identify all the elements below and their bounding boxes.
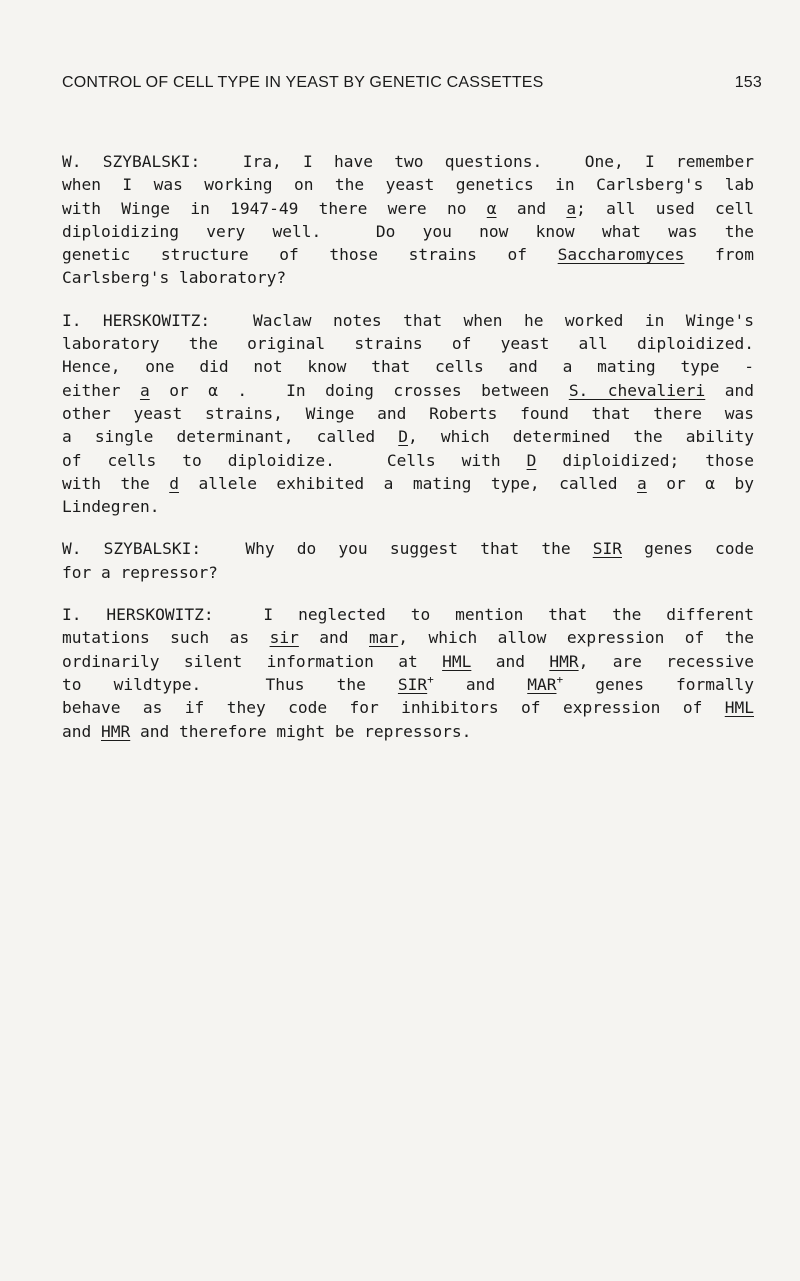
text-line xyxy=(62,309,754,332)
text-run: from xyxy=(684,245,754,265)
page-number: 153 xyxy=(734,74,762,91)
superscript: + xyxy=(556,672,564,686)
underlined-term: D xyxy=(398,427,408,447)
underlined-term: a xyxy=(637,473,647,493)
text-run: I. HERSKOWITZ: I neglected to mention that the different xyxy=(62,605,754,625)
paragraph xyxy=(62,537,754,584)
text-line xyxy=(62,379,754,402)
paragraph xyxy=(62,309,754,519)
text-run: other yeast strains, Winge and Roberts found that there was xyxy=(62,403,754,423)
underlined-term: α xyxy=(486,198,497,218)
text-run: genetic structure of those strains of xyxy=(62,245,558,265)
text-run: diploidized; those xyxy=(536,450,754,470)
text-line xyxy=(62,472,754,495)
underlined-term: MAR xyxy=(527,674,557,694)
text-run: to wildtype. Thus the xyxy=(62,674,398,694)
underlined-term: HML xyxy=(442,651,472,671)
text-run: , are recessive xyxy=(578,651,755,671)
text-line xyxy=(62,173,754,196)
text-run: either xyxy=(62,380,140,400)
underlined-term: a xyxy=(139,380,150,400)
underlined-term: D xyxy=(526,450,537,470)
underlined-term: S. chevalieri xyxy=(568,380,706,400)
text-line xyxy=(62,696,754,719)
text-run: W. SZYBALSKI: Ira, I have two questions. One, I remember xyxy=(62,152,754,171)
text-run: Lindegren. xyxy=(62,497,160,517)
text-run: genes code xyxy=(621,539,754,559)
superscript: + xyxy=(427,672,434,686)
text-line xyxy=(62,561,754,584)
text-run: and xyxy=(496,198,567,218)
text-line xyxy=(62,220,754,243)
text-run: mutations such as xyxy=(62,628,270,648)
text-run: ordinarily silent information at xyxy=(62,651,443,671)
text-run: and xyxy=(62,721,101,741)
text-run: of cells to diploidize. Cells with xyxy=(62,450,527,470)
text-line xyxy=(62,150,754,173)
text-run: W. SZYBALSKI: Why do you suggest that the xyxy=(62,539,593,559)
text-run: a single determinant, called xyxy=(62,427,399,447)
text-line xyxy=(62,197,754,220)
text-line xyxy=(62,603,754,626)
underlined-term: d xyxy=(169,473,179,493)
text-line xyxy=(62,537,754,560)
text-line xyxy=(62,449,754,472)
paragraph xyxy=(62,603,754,743)
discussion-text xyxy=(62,150,754,762)
text-run: Hence, one did not know that cells and a mating type - xyxy=(62,357,754,377)
underlined-term: HMR xyxy=(100,721,131,741)
text-line xyxy=(62,332,754,355)
text-run: behave as if they code for inhibitors of expression of xyxy=(62,698,725,718)
underlined-term: Saccharomyces xyxy=(557,245,685,265)
text-line xyxy=(62,626,754,649)
text-run: or α by xyxy=(646,473,755,493)
underlined-term: a xyxy=(566,198,577,218)
text-line xyxy=(62,720,754,743)
text-line xyxy=(62,425,754,448)
text-run: and xyxy=(705,380,754,400)
text-line xyxy=(62,673,754,696)
text-run: Carlsberg's laboratory? xyxy=(62,268,287,288)
text-run: laboratory the original strains of yeast all diploidized. xyxy=(62,334,754,354)
text-line xyxy=(62,355,754,378)
text-line xyxy=(62,402,754,425)
text-run: and xyxy=(298,628,370,648)
text-line xyxy=(62,495,754,518)
underlined-term: mar xyxy=(369,628,399,648)
underlined-term: sir xyxy=(269,628,299,648)
running-title: CONTROL OF CELL TYPE IN YEAST BY GENETIC CASSETTES xyxy=(62,74,544,91)
text-run: and therefore might be repressors. xyxy=(130,721,472,741)
running-header xyxy=(62,74,762,92)
underlined-term: SIR xyxy=(397,674,428,694)
text-run: and xyxy=(471,651,550,671)
underlined-term: HMR xyxy=(549,651,579,671)
text-run: diploidizing very well. Do you now know what was the xyxy=(62,221,754,241)
text-run: with Winge in 1947-49 there were no xyxy=(62,198,487,218)
paragraph xyxy=(62,150,754,290)
text-line xyxy=(62,650,754,673)
text-run: , which allow expression of the xyxy=(398,628,754,648)
text-run: and xyxy=(433,674,528,694)
text-run: , which determined the ability xyxy=(408,427,754,447)
text-run: or α . In doing crosses between xyxy=(149,380,569,400)
text-run: when I was working on the yeast genetics in Carlsberg's lab xyxy=(62,175,754,195)
text-run: ; all used cell xyxy=(576,198,754,218)
text-line xyxy=(62,243,754,266)
text-run: I. HERSKOWITZ: Waclaw notes that when he worked in Winge's xyxy=(62,310,754,330)
text-run: allele exhibited a mating type, called xyxy=(178,473,638,493)
underlined-term: SIR xyxy=(592,539,622,559)
text-run: genes formally xyxy=(563,674,754,694)
text-run: for a repressor? xyxy=(62,562,218,582)
text-line xyxy=(62,266,754,289)
text-run: with the xyxy=(62,473,170,493)
underlined-term: HML xyxy=(724,698,754,718)
